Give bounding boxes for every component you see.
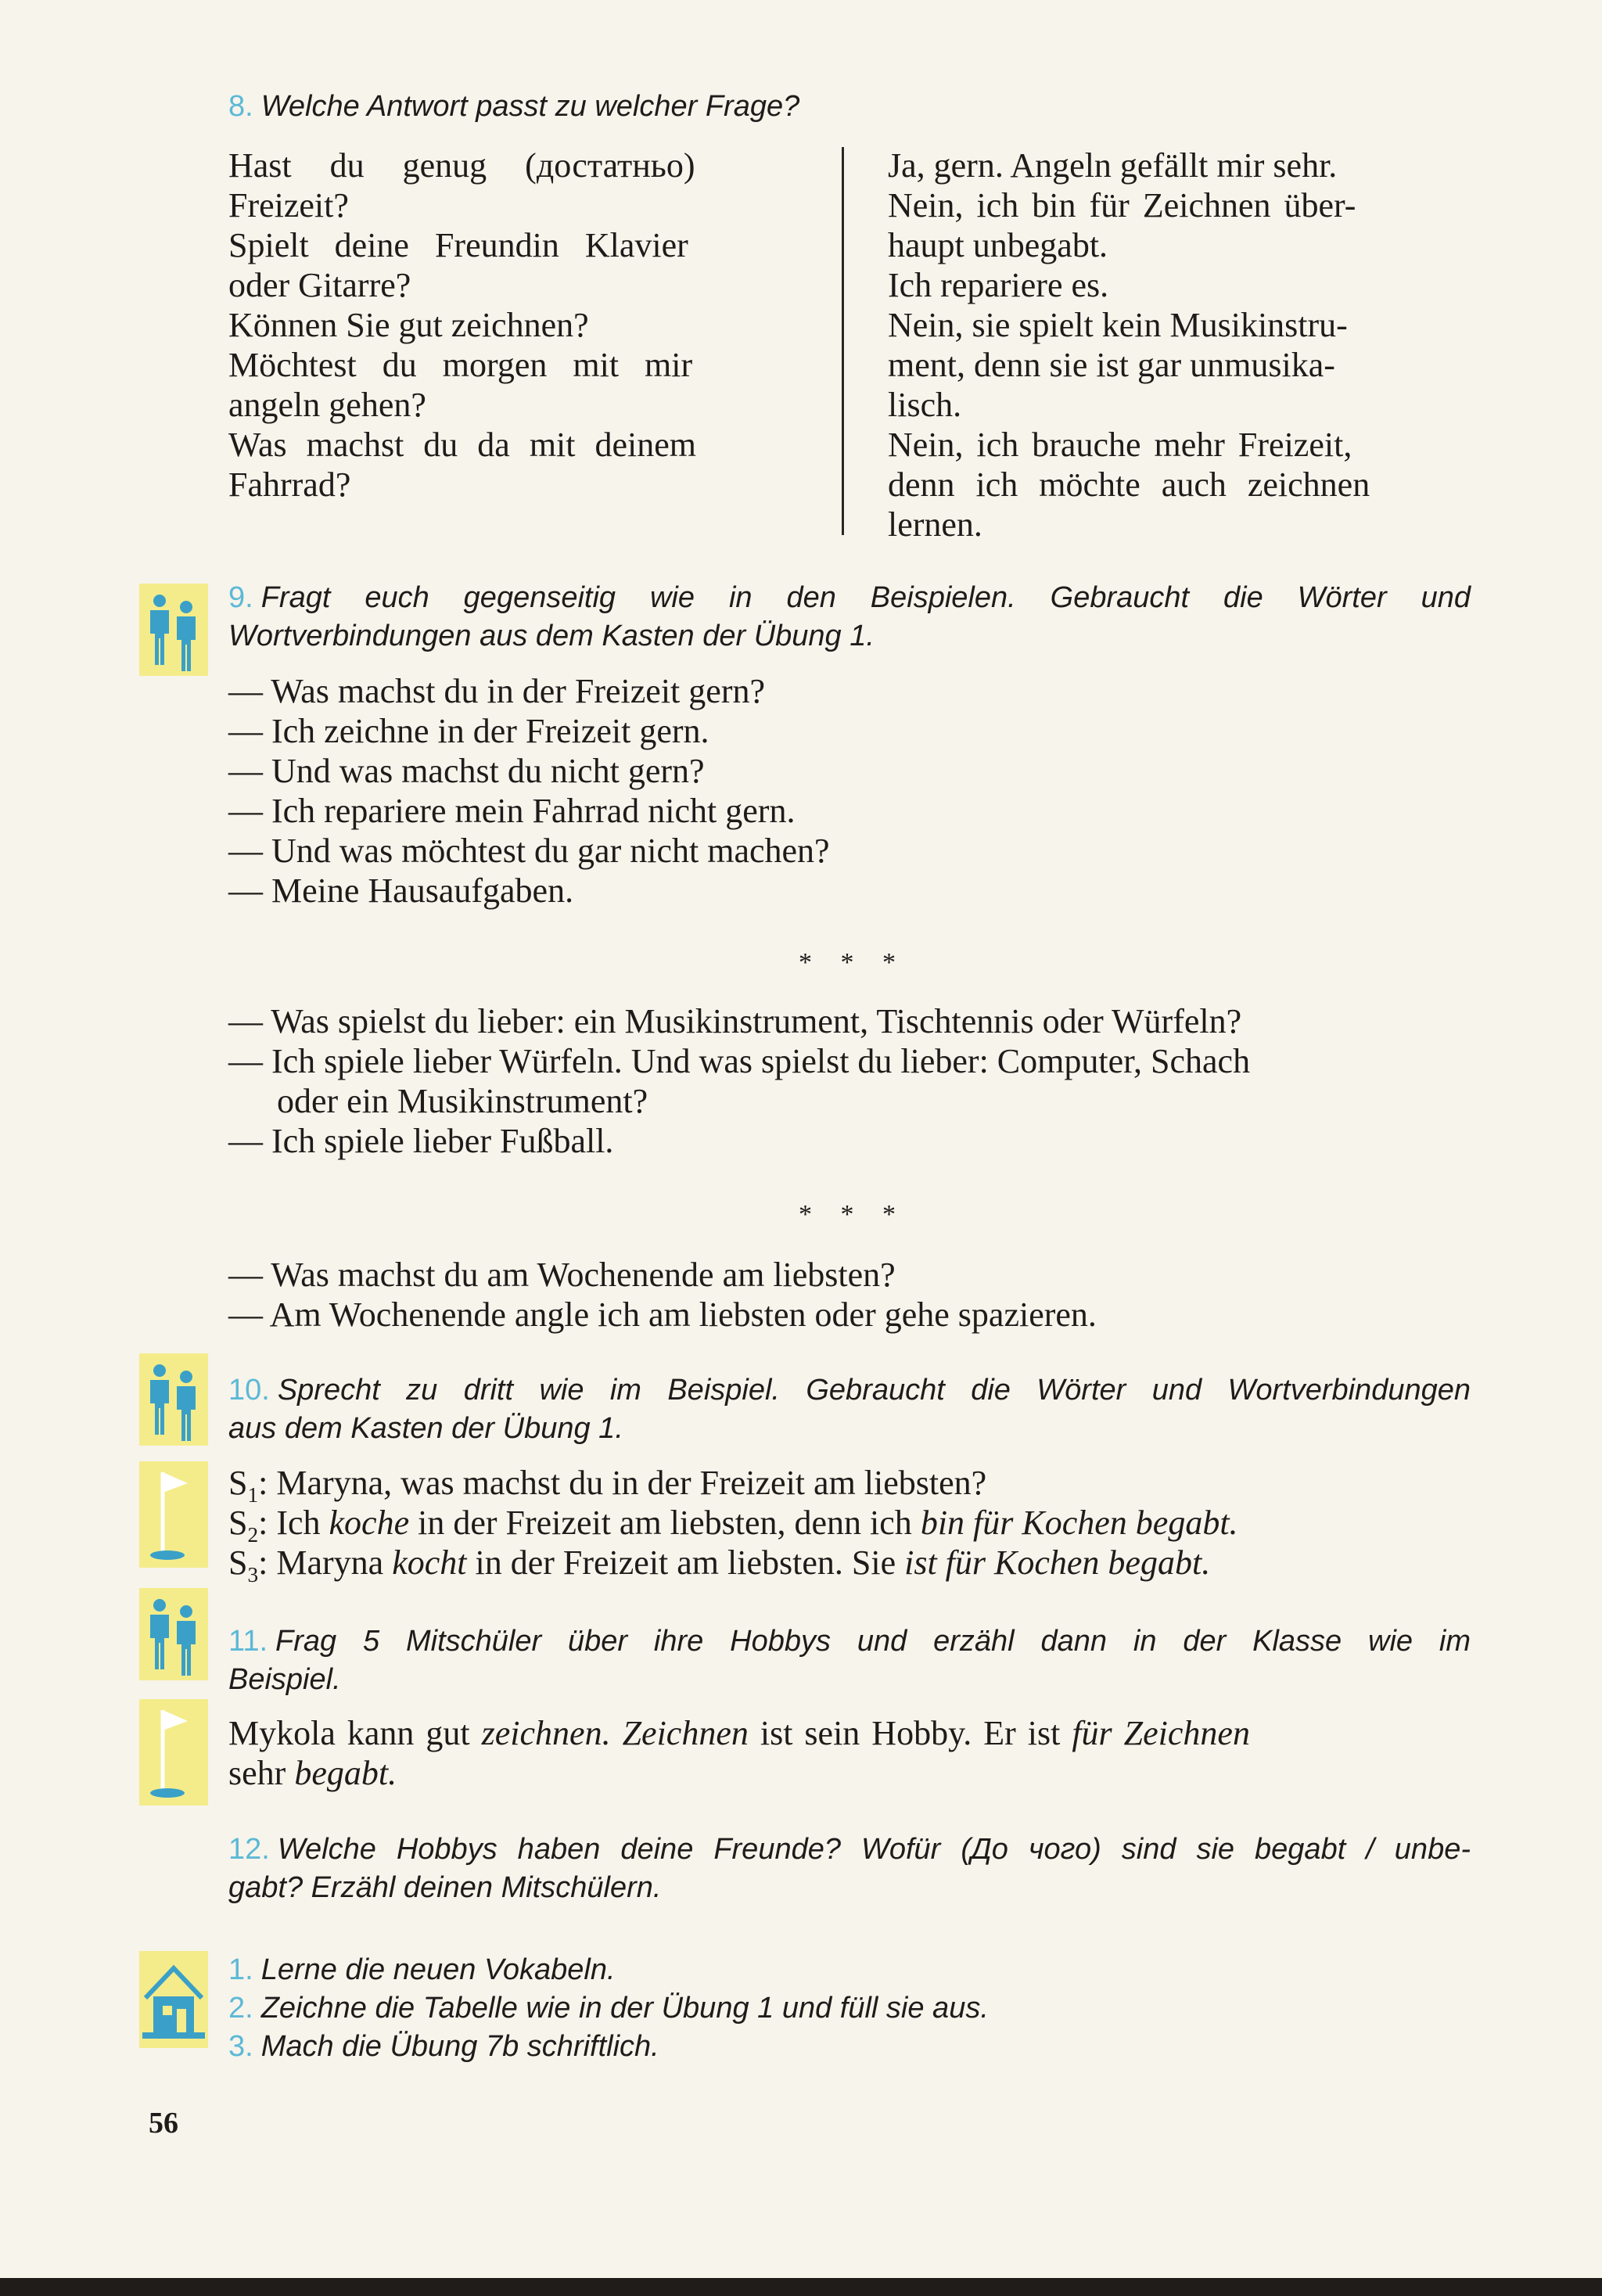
separator-stars: * * *	[799, 948, 907, 977]
flag-icon	[139, 1699, 208, 1806]
page-bottom-edge	[0, 2278, 1602, 2296]
ex8-number: 8.	[228, 90, 253, 123]
ex8-answer-line: lernen.	[888, 505, 982, 544]
dialog-line: — Ich spiele lieber Fußball.	[228, 1122, 614, 1160]
dialog-line: — Und was machst du nicht gern?	[228, 752, 705, 790]
ex10-instruction-line2: aus dem Kasten der Übung 1.	[228, 1412, 623, 1445]
ex8-question-line: oder Gitarre?	[228, 266, 411, 304]
ex8-answer-line: Nein, ich bin für Zeichnen über-	[888, 186, 1356, 225]
ex8-questions	[228, 146, 799, 505]
ex8-answer-line: ment, denn sie ist gar unmusika-	[888, 346, 1335, 384]
example-line: Mykola kann gut zeichnen. Zeichnen ist sein Hobby. Er ist für Zeichnen	[228, 1714, 1250, 1752]
homework-list	[228, 1951, 989, 2066]
ex9-instruction-line2: Wortverbindungen aus dem Kasten der Übung 1.	[228, 620, 875, 652]
pair-work-figures	[139, 1353, 208, 1446]
dialog-line: — Und was möchtest du gar nicht machen?	[228, 832, 830, 870]
ex8-answers	[888, 146, 1467, 544]
ex8-question-line: Was machst du da mit deinem	[228, 426, 696, 464]
ex8-question-line: angeln gehen?	[228, 386, 426, 424]
ex8-answer-line: denn ich möchte auch zeichnen	[888, 465, 1370, 504]
homework-item: 3. Mach die Übung 7b schriftlich.	[228, 2030, 659, 2063]
ex10-example	[228, 1463, 1238, 1586]
homework-item: 2. Zeichne die Tabelle wie in der Übung 1 und füll sie aus.	[228, 1992, 989, 2025]
page-number: 56	[149, 2107, 178, 2140]
ex8-answer-line: Ich repariere es.	[888, 266, 1109, 304]
ex8-question-line: Fahrrad?	[228, 465, 351, 504]
ex11-instruction: 11. Frag 5 Mitschüler über ihre Hobbys und erzähl dann in der Klasse wie im	[228, 1625, 1471, 1658]
ex9-instruction: 9. Fragt euch gegenseitig wie in den Beispielen. Gebraucht die Wörter und	[228, 581, 1471, 614]
ex10-instruction: 10. Sprecht zu dritt wie im Beispiel. Gebraucht die Wörter und Wortverbindungen	[228, 1374, 1471, 1407]
separator-stars: * * *	[799, 1200, 907, 1229]
example-line-s1: $S_1$: Maryna, was machst du in der Freizeit am liebsten?	[228, 1464, 987, 1507]
homework-item: 1. Lerne die neuen Vokabeln.	[228, 1953, 616, 1986]
ex12-instruction: 12. Welche Hobbys haben deine Freunde? Wofür (До чого) sind sie begabt / unbe-	[228, 1833, 1471, 1866]
dialog-line: — Ich zeichne in der Freizeit gern.	[228, 712, 709, 750]
column-divider	[842, 147, 844, 535]
dialog-line: — Meine Hausaufgaben.	[228, 871, 574, 910]
ex12-instruction-line2: gabt? Erzähl deinen Mitschülern.	[228, 1871, 662, 1904]
pair-work-figures	[139, 1588, 208, 1680]
ex8-answer-line: Nein, sie spielt kein Musikinstru-	[888, 306, 1348, 344]
pair-work-icon	[139, 1353, 208, 1446]
ex8-answer-line: haupt unbegabt.	[888, 226, 1108, 264]
pair-work-figures	[139, 584, 208, 676]
flag-icon	[139, 1461, 208, 1568]
dialog-line: — Ich spiele lieber Würfeln. Und was spielst du lieber: Computer, Schach	[228, 1042, 1251, 1080]
dialog-line: — Ich repariere mein Fahrrad nicht gern.	[228, 792, 796, 830]
ex8-question-line: Hast du genug (достатньо)	[228, 146, 695, 185]
ex8-question-line: Können Sie gut zeichnen?	[228, 306, 589, 344]
pair-work-icon	[139, 1588, 208, 1680]
pair-work-icon	[139, 584, 208, 676]
ex9-number: 9.	[228, 581, 253, 614]
ex12-number: 12.	[228, 1833, 270, 1866]
dialog-line: oder ein Musikinstrument?	[277, 1082, 648, 1120]
ex8-question-line: Möchtest du morgen mit mir	[228, 346, 693, 384]
ex8-question-line: Spielt deine Freundin Klavier	[228, 226, 688, 264]
homework-house-icon	[139, 1951, 208, 2048]
dialog-line: — Was spielst du lieber: ein Musikinstrument, Tischtennis oder Würfeln?	[228, 1002, 1242, 1040]
ex10-number: 10.	[228, 1374, 270, 1407]
dialog-line: — Was machst du am Wochenende am liebsten?	[228, 1256, 896, 1294]
dialog-line: — Was machst du in der Freizeit gern?	[228, 672, 765, 710]
ex11-example	[228, 1713, 1472, 1793]
example-line: sehr begabt.	[228, 1754, 397, 1792]
example-line-s3: $S_3$: Maryna kocht in der Freizeit am liebsten. Sie ist für Kochen begabt.	[228, 1543, 1211, 1586]
ex8-answer-line: Nein, ich brauche mehr Freizeit,	[888, 426, 1352, 464]
ex9-dialog-1	[228, 671, 830, 911]
dialog-line: — Am Wochenende angle ich am liebsten oder gehe spazieren.	[228, 1295, 1097, 1334]
ex11-instruction-line2: Beispiel.	[228, 1663, 341, 1696]
ex11-number: 11.	[228, 1625, 268, 1658]
ex8-answer-line: lisch.	[888, 386, 962, 424]
ex9-dialog-2	[228, 1001, 1250, 1161]
ex8-question-line: Freizeit?	[228, 186, 349, 225]
ex8-answer-line: Ja, gern. Angeln gefällt mir sehr.	[888, 146, 1338, 185]
example-line-s2: $S_2$: Ich koche in der Freizeit am liebsten, denn ich bin für Kochen begabt.	[228, 1504, 1238, 1547]
ex9-dialog-3	[228, 1255, 1097, 1335]
ex8-instruction: 8. Welche Antwort passt zu welcher Frage?	[228, 90, 800, 123]
